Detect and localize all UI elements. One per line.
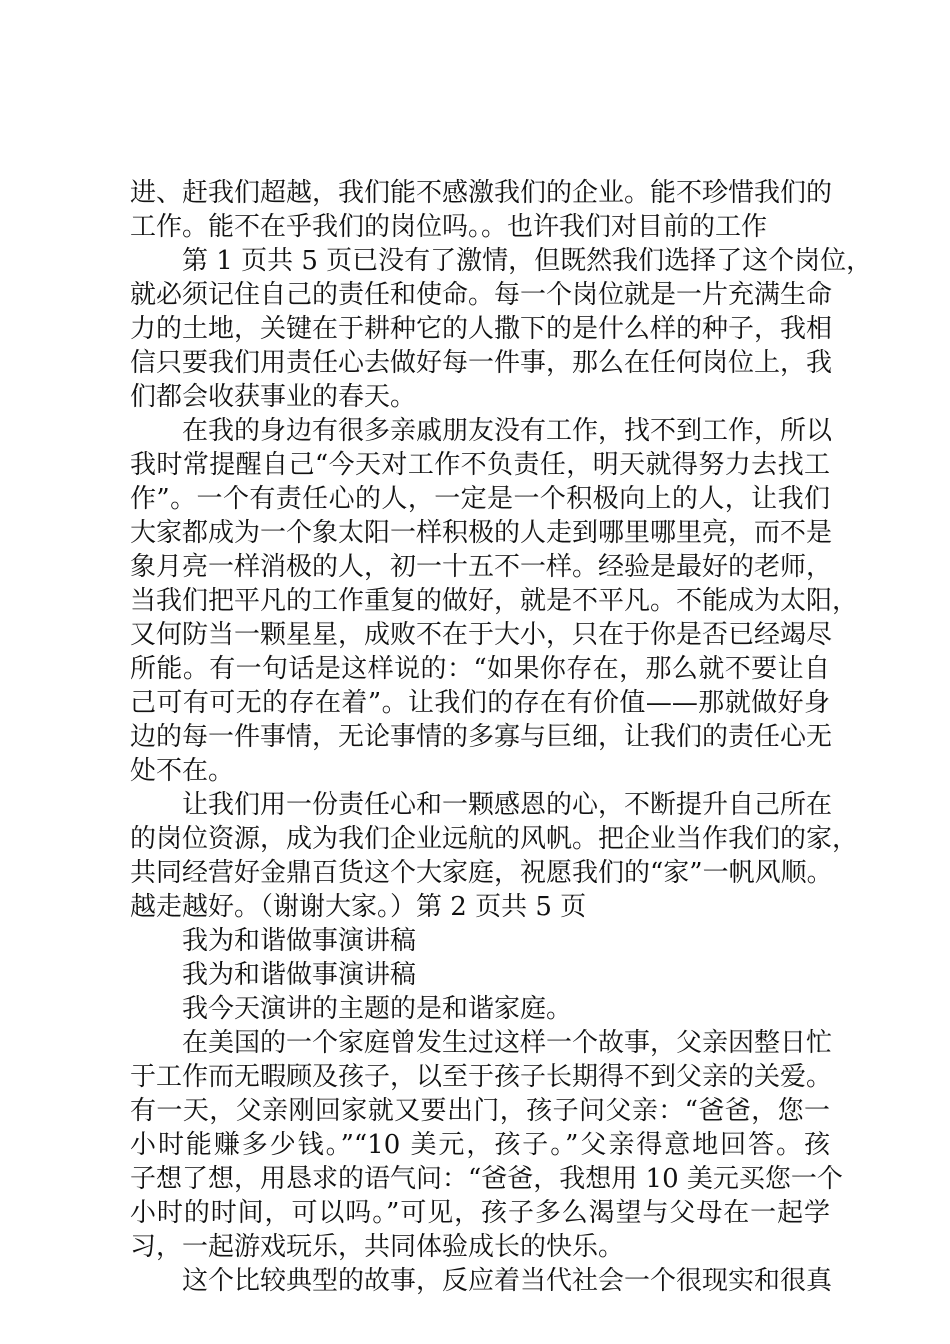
document-body <box>130 176 873 1298</box>
text-line: 作”。一个有责任心的人，一定是一个积极向上的人，让我们 <box>130 484 830 514</box>
text-line: 我时常提醒自己“今天对工作不负责任，明天就得努力去找工 <box>130 450 830 480</box>
text-line: 于工作而无暇顾及孩子，以至于孩子长期得不到父亲的关爱。 <box>130 1062 833 1092</box>
text-line: 子想了想，用恳求的语气问：“爸爸，我想用 10 美元买您一个 <box>130 1164 843 1194</box>
text-line: 我今天演讲的主题的是和谐家庭。 <box>182 994 573 1024</box>
text-line: 在美国的一个家庭曾发生过这样一个故事，父亲因整日忙 <box>182 1028 833 1058</box>
text-line: 的岗位资源，成为我们企业远航的风帆。把企业当作我们的家， <box>130 824 859 854</box>
text-line: 让我们用一份责任心和一颗感恩的心，不断提升自己所在 <box>182 790 833 820</box>
text-line: 进、赶我们超越，我们能不感激我们的企业。能不珍惜我们的 <box>130 178 833 208</box>
text-line: 习，一起游戏玩乐，共同体验成长的快乐。 <box>130 1232 625 1262</box>
text-line: 第 1 页共 5 页已没有了激情，但既然我们选择了这个岗位， <box>182 246 873 276</box>
text-line: 越走越好。（谢谢大家。）第 2 页共 5 页 <box>130 892 587 922</box>
text-line: 象月亮一样消极的人，初一十五不一样。经验是最好的老师， <box>130 552 833 582</box>
text-line: 处不在。 <box>130 756 235 786</box>
text-line: 这个比较典型的故事，反应着当代社会一个很现实和很真 <box>182 1266 833 1296</box>
text-line: 边的每一件事情，无论事情的多寡与巨细，让我们的责任心无 <box>130 722 833 752</box>
text-line: 有一天，父亲刚回家就又要出门，孩子问父亲：“爸爸，您一 <box>130 1096 830 1126</box>
text-line: 们都会收获事业的春天。 <box>130 382 417 412</box>
text-line: 小时能赚多少钱。”“10 美元，孩子。”父亲得意地回答。孩 <box>130 1130 830 1160</box>
text-line: 力的土地，关键在于耕种它的人撒下的是什么样的种子，我相 <box>130 314 833 344</box>
text-line: 又何防当一颗星星，成败不在于大小，只在于你是否已经竭尽 <box>130 620 833 650</box>
text-line: 我为和谐做事演讲稿 <box>182 960 417 990</box>
text-line: 信只要我们用责任心去做好每一件事，那么在任何岗位上，我 <box>130 348 833 378</box>
text-line: 共同经营好金鼎百货这个大家庭，祝愿我们的“家”一帆风顺。 <box>130 858 833 888</box>
text-line: 所能。有一句话是这样说的：“如果你存在，那么就不要让自 <box>130 654 830 684</box>
text-line: 就必须记住自己的责任和使命。每一个岗位就是一片充满生命 <box>130 280 833 310</box>
text-line: 当我们把平凡的工作重复的做好，就是不平凡。不能成为太阳， <box>130 586 859 616</box>
text-line: 我为和谐做事演讲稿 <box>182 926 417 956</box>
text-line: 工作。能不在乎我们的岗位吗。。也许我们对目前的工作 <box>130 212 768 242</box>
text-line: 在我的身边有很多亲戚朋友没有工作，找不到工作，所以 <box>182 416 833 446</box>
text-line: 己可有可无的存在着”。让我们的存在有价值——那就做好身 <box>130 688 830 718</box>
text-line: 大家都成为一个象太阳一样积极的人走到哪里哪里亮，而不是 <box>130 518 833 548</box>
text-line: 小时的时间，可以吗。”可见，孩子多么渴望与父母在一起学 <box>130 1198 830 1228</box>
